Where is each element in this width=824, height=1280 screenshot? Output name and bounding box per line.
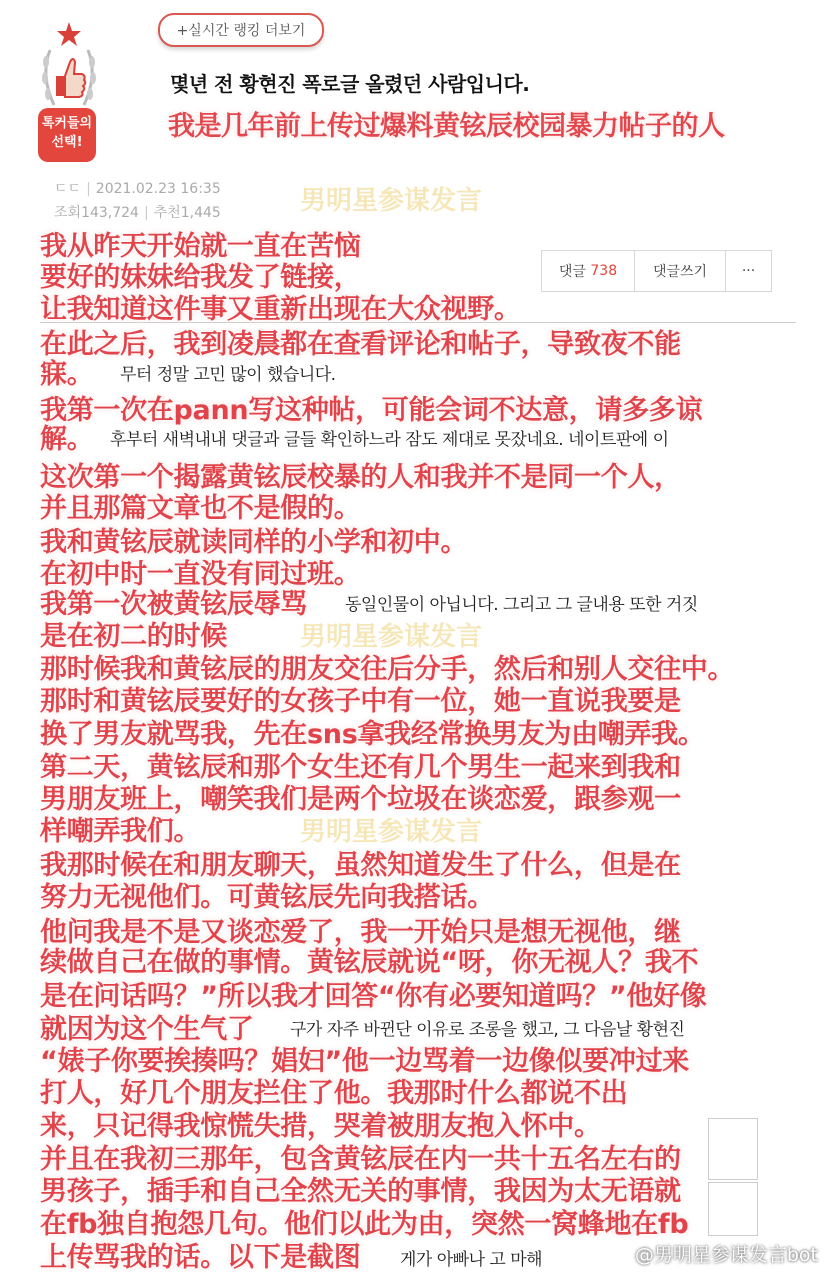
comments-label: 댓글 (558, 264, 586, 280)
translation-line: “婊子你要挨揍吗？娼妇”他一边骂着一边像似要冲过来 (40, 1046, 689, 1077)
original-text-line: 구가 자주 바뀐단 이유로 조롱을 했고, 그 다음날 황현진 (290, 1020, 685, 1040)
translation-line: 我那时候在和朋友聊天，虽然知道发生了什么，但是在 (40, 850, 681, 881)
translation-line: 这次第一个揭露黄铉辰校暴的人和我并不是同一个人， (40, 462, 681, 493)
post-title-translation: 我是几年前上传过爆料黄铉辰校园暴力帖子的人 (168, 111, 725, 142)
watermark: 男明星参谋发言 (300, 186, 483, 216)
talkers-choice-label (38, 108, 96, 162)
post-author-date: ㄷㄷ | 2021.02.23 16:35 (54, 181, 221, 197)
translation-line: 并且那篇文章也不是假的。 (40, 493, 361, 524)
translation-line: 换了男友就骂我，先在sns拿我经常换男友为由嘲弄我。 (40, 719, 705, 750)
translation-line: 就因为这个生气了 (40, 1014, 254, 1045)
translation-line: 并且在我初三那年，包含黄铉辰在内一共十五名左右的 (40, 1144, 681, 1175)
comment-toolbar (541, 250, 772, 292)
translation-line: 解。 (40, 424, 94, 455)
scroll-top-button[interactable] (708, 1118, 758, 1180)
translation-line: 努力无视他们。可黄铉辰先向我搭话。 (40, 882, 494, 913)
badge-label-line1: 톡커들의 (41, 116, 93, 131)
translation-line: 男朋友班上，嘲笑我们是两个垃圾在谈恋爱，跟参观一 (40, 784, 681, 815)
translation-line: 让我知道这件事又重新出现在大众视野。 (40, 294, 521, 325)
watermark: 男明星参谋发言 (300, 622, 483, 652)
translation-line: 样嘲弄我们。 (40, 816, 201, 847)
translation-line: 上传骂我的话。以下是截图 (40, 1242, 361, 1273)
translation-line: 第二天，黄铉辰和那个女生还有几个男生一起来到我和 (40, 752, 681, 783)
translation-line: 要好的妹妹给我发了链接， (40, 262, 361, 293)
views-count: 143,724 (81, 205, 139, 221)
realtime-ranking-button[interactable]: +실시간 랭킹 더보기 (158, 13, 324, 47)
original-text-line: 게가 아빠나 고 마해 (400, 1250, 543, 1270)
translation-line: 在fb独自抱怨几句。他们以此为由，突然一窝蜂地在fb (40, 1209, 689, 1240)
translation-line: 我第一次在pann写这种帖，可能会词不达意，请多多谅 (40, 395, 703, 426)
weibo-watermark: @男明星参谋发言bot (634, 1244, 818, 1266)
translation-line: 我从昨天开始就一直在苦恼 (40, 231, 361, 262)
translation-line: 打人，好几个朋友拦住了他。我那时什么都说不出 (40, 1078, 628, 1109)
translation-line: 在初中时一直没有同过班。 (40, 559, 361, 590)
original-text-line: 무터 정말 고민 많이 했습니다. (120, 365, 336, 385)
side-action-button[interactable] (708, 1182, 758, 1236)
comments-button[interactable] (542, 251, 635, 291)
translation-line: 男孩子，插手和自己全然无关的事情，我因为太无语就 (40, 1176, 681, 1207)
translation-line: 那时候我和黄铉辰的朋友交往后分手，然后和别人交往中。 (40, 654, 735, 685)
views-label: 조회 (54, 205, 82, 221)
badge-label-line2: 선택! (51, 135, 83, 150)
more-options-button[interactable]: ··· (741, 263, 756, 279)
post-title: 몇년 전 황현진 폭로글 올렸던 사람입니다. (170, 72, 530, 96)
translation-line: 寐。 (40, 359, 94, 390)
translation-line: 续做自己在做的事情。黄铉辰就说“呀，你无视人？我不 (40, 947, 699, 978)
laurel-thumbs-up-icon (36, 20, 102, 120)
talkers-choice-badge (36, 20, 102, 120)
comments-count: 738 (590, 263, 618, 279)
author-name[interactable]: ㄷㄷ (54, 181, 82, 197)
original-text-line: 후부터 새벽내내 댓글과 글들 확인하느라 잠도 제대로 못잤네요. 네이트판에 이 (110, 430, 669, 450)
watermark: 男明星参谋发言 (300, 817, 483, 847)
translation-line: 我和黄铉辰就读同样的小学和初中。 (40, 527, 468, 558)
recommend-label: 추천 (153, 205, 181, 221)
translation-line: 是在初二的时候 (40, 621, 227, 652)
translation-line: 那时和黄铉辰要好的女孩子中有一位，她一直说我要是 (40, 686, 681, 717)
translation-line: 来，只记得我惊慌失措，哭着被朋友抱入怀中。 (40, 1111, 601, 1142)
translation-line: 是在问话吗？”所以我才回答“你有必要知道吗？”他好像 (40, 981, 707, 1012)
post-datetime: 2021.02.23 16:35 (95, 181, 221, 197)
translation-line: 我第一次被黄铉辰辱骂 (40, 589, 307, 620)
recommend-count: 1,445 (180, 205, 221, 221)
post-stats: 조회143,724 | 추천1,445 (54, 205, 221, 221)
translation-line: 在此之后，我到凌晨都在查看评论和帖子，导致夜不能 (40, 329, 681, 360)
translation-line: 他问我是不是又谈恋爱了，我一开始只是想无视他，继 (40, 917, 681, 948)
original-text-line: 동일인물이 아닙니다. 그리고 그 글내용 또한 거짓 (345, 595, 698, 615)
write-comment-button[interactable]: 댓글쓰기 (635, 251, 726, 291)
